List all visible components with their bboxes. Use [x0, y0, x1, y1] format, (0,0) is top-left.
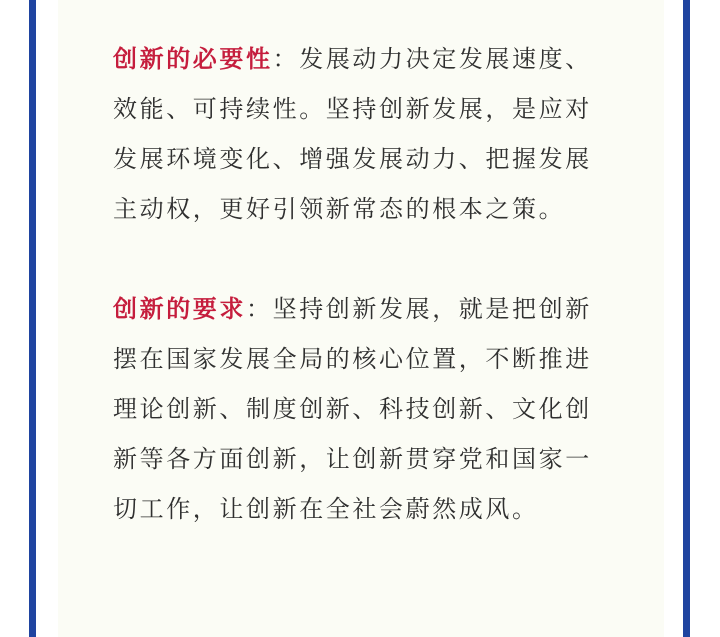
- requirement-heading: 创新的要求: [113, 295, 246, 323]
- necessity-body: 发展动力决定发展速度、效能、可持续性。坚持创新发展，是应对发展环境变化、增强发展动力、把握发展主动权，更好引领新常态的根本之策。: [113, 45, 592, 223]
- necessity-separator: ：: [272, 45, 300, 73]
- right-frame-border: [683, 0, 690, 637]
- left-frame-border: [29, 0, 36, 637]
- article-content: [113, 34, 593, 534]
- requirement-body: 坚持创新发展，就是把创新摆在国家发展全局的核心位置，不断推进理论创新、制度创新、科技创新、文化创新等各方面创新，让创新贯穿党和国家一切工作，让创新在全社会蔚然成风。: [113, 295, 592, 523]
- requirement-paragraph: [113, 284, 593, 534]
- necessity-heading: 创新的必要性: [113, 45, 273, 73]
- requirement-separator: ：: [246, 295, 273, 323]
- necessity-paragraph: [113, 34, 593, 234]
